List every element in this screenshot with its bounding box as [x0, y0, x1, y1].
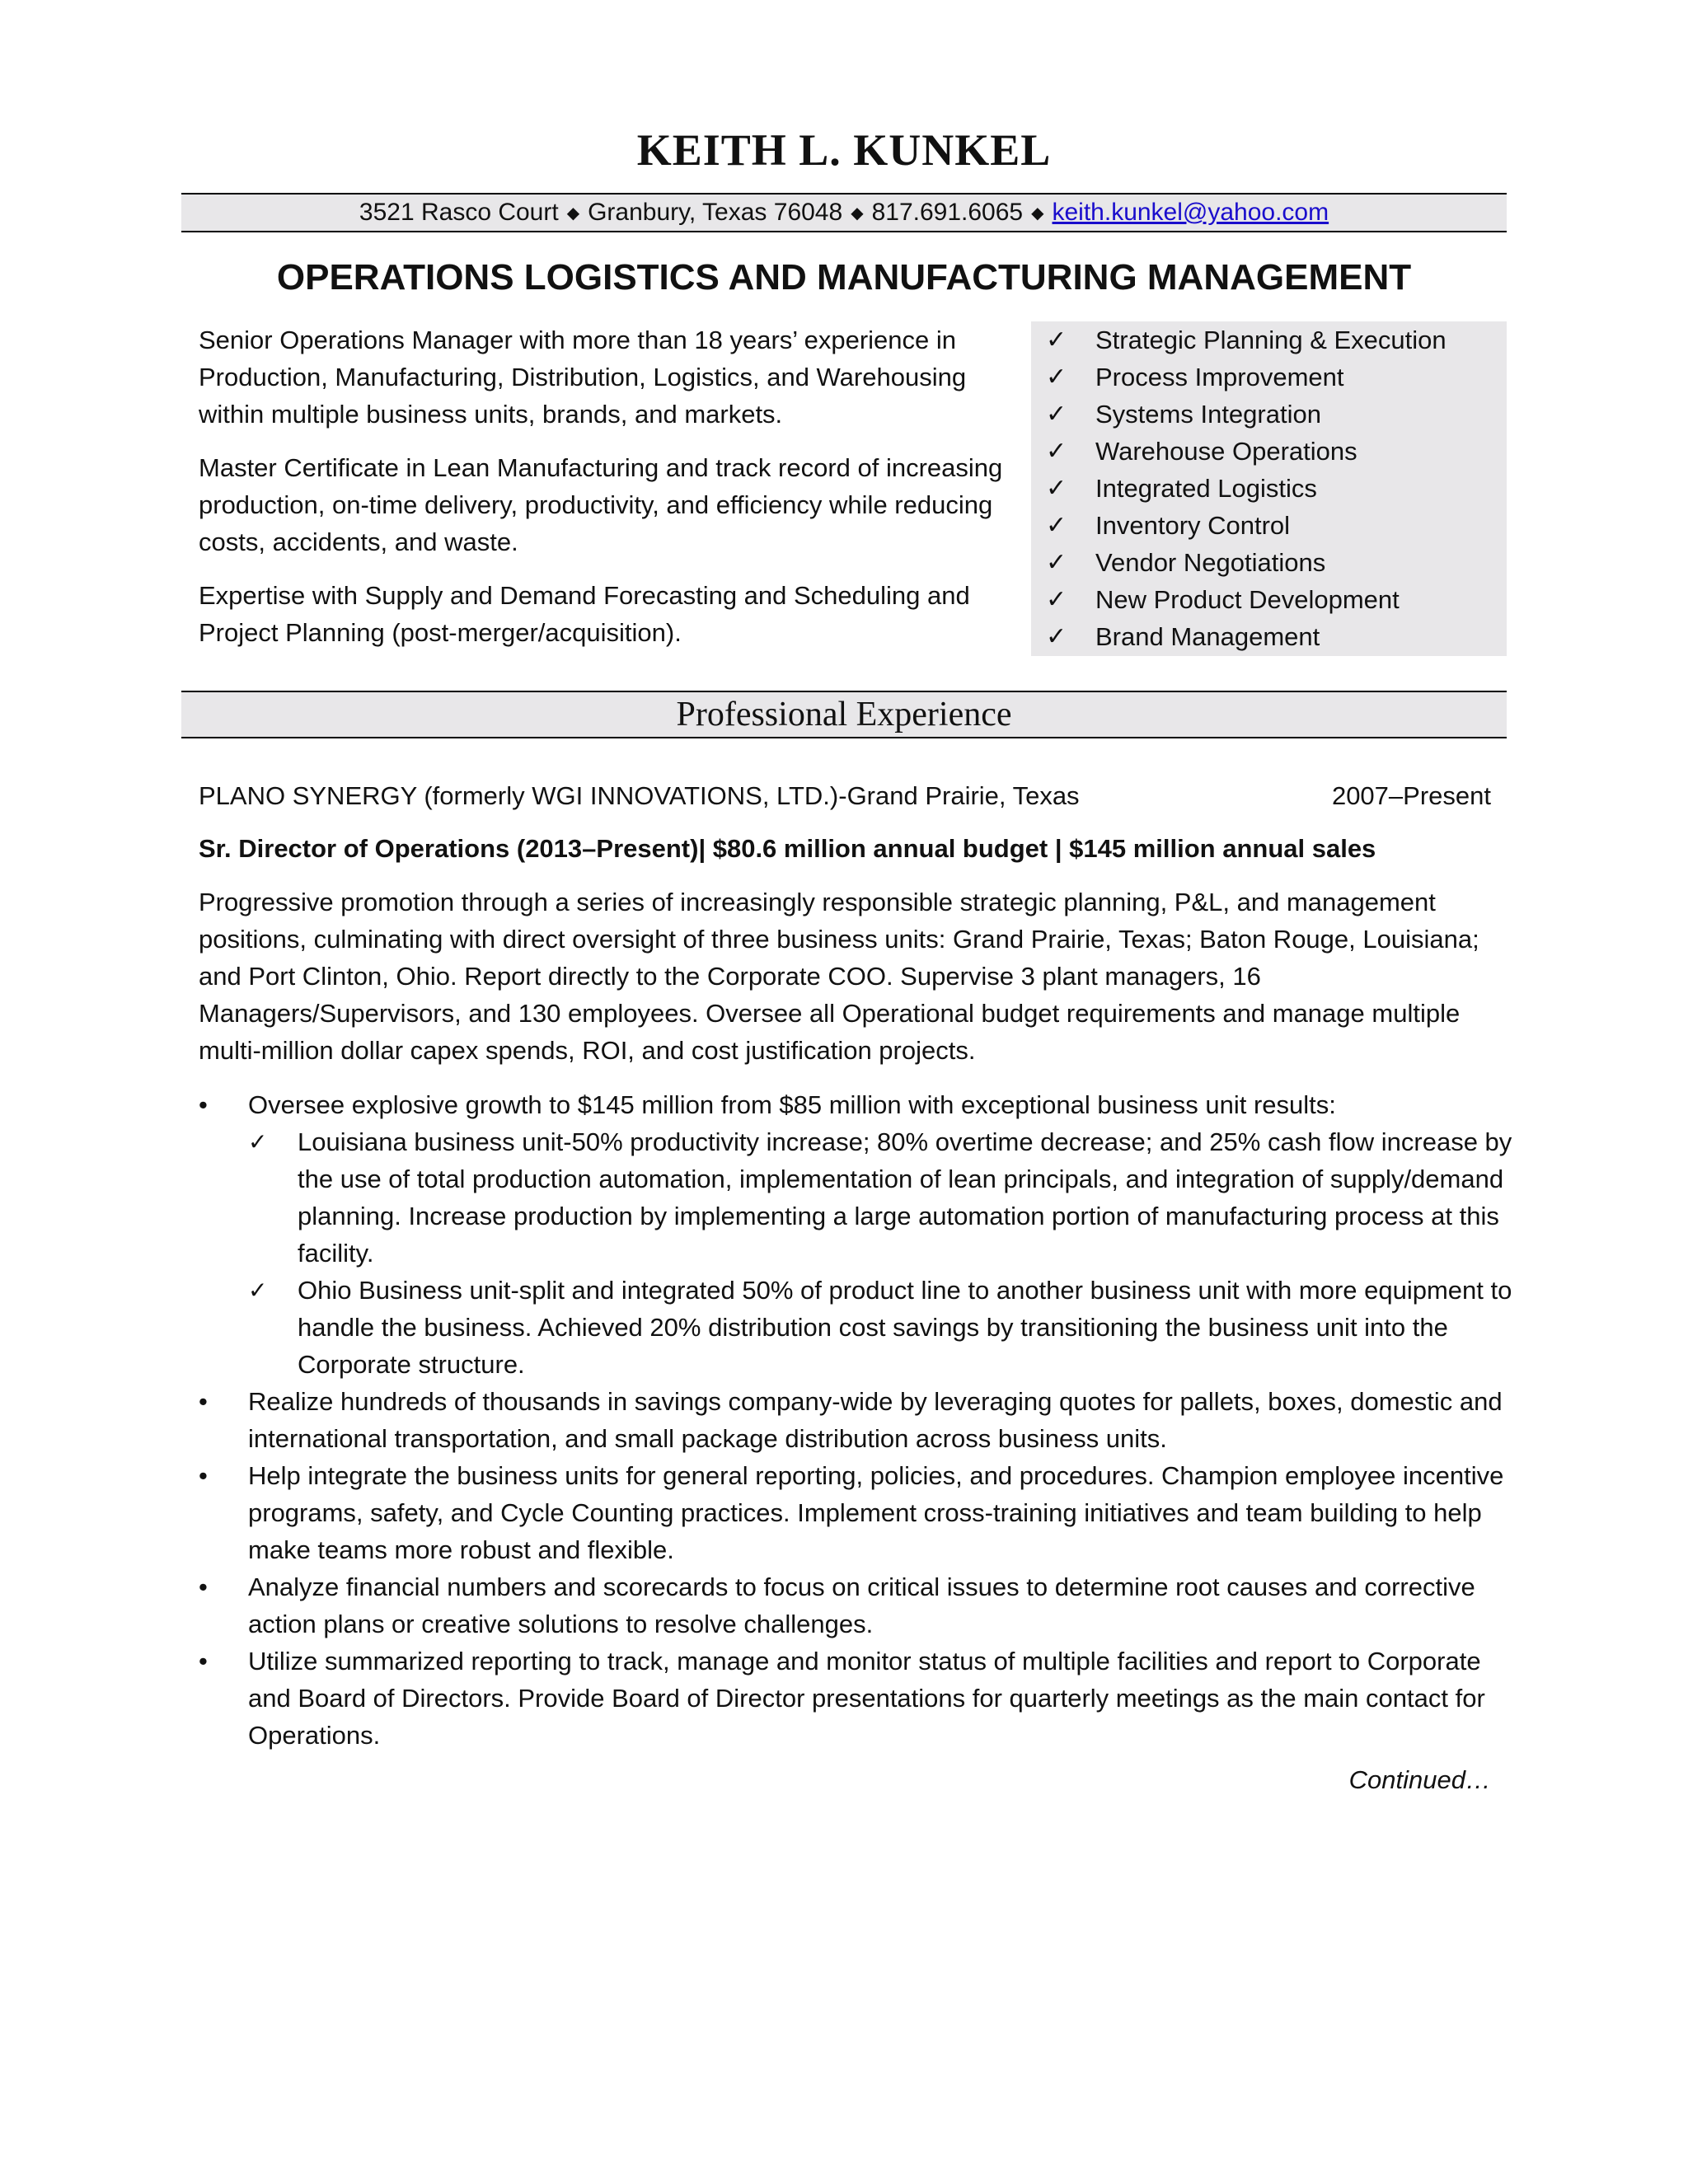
skill-item [1031, 396, 1507, 433]
summary-section [199, 321, 1019, 668]
checkmark-icon: ✓ [1046, 326, 1067, 354]
bullet-icon: • [199, 1387, 208, 1416]
skill-item [1031, 618, 1507, 655]
sub-achievement-item [248, 1272, 1517, 1383]
employer-line [199, 778, 1491, 814]
bullet-icon: • [199, 1090, 208, 1119]
checkmark-icon: ✓ [1046, 622, 1067, 651]
checkmark-icon: ✓ [1046, 585, 1067, 614]
continued-note: Continued… [1348, 1765, 1491, 1794]
skill-item [1031, 359, 1507, 396]
achievement-item [199, 1383, 1517, 1457]
skill-label: Integrated Logistics [1095, 474, 1317, 503]
skill-item [1031, 581, 1507, 618]
skill-label: Systems Integration [1095, 400, 1321, 429]
section-title-experience: Professional Experience [181, 691, 1507, 738]
contact-city: Granbury, Texas 76048 [588, 199, 843, 226]
skill-item [1031, 507, 1507, 544]
achievement-item [199, 1643, 1517, 1754]
checkmark-icon: ✓ [1046, 363, 1067, 391]
skill-item [1031, 544, 1507, 581]
contact-email-link[interactable]: keith.kunkel@yahoo.com [1052, 199, 1329, 226]
achievement-text: Utilize summarized reporting to track, manage and monitor status of multiple facilities and report to Corporate and Board of Directors. Provide Board of Director presentations for quarterly meetings as the main contact for Operations. [248, 1647, 1485, 1750]
achievement-text: Analyze financial numbers and scorecards to focus on critical issues to determine root causes and corrective action plans or creative solutions to resolve challenges. [248, 1572, 1475, 1638]
checkmark-icon: ✓ [248, 1277, 268, 1304]
role-overview: Progressive promotion through a series of increasingly responsible strategic planning, P&L, and management positions, culminating with direct oversight of three business units: Grand Prairie, Texas; Baton Rouge, Louisiana; and Port Clinton, Ohio. Report directly to the Corporate COO. Supervise 3 plant managers, 16 Managers/Supervisors, and 130 employees. Oversee all Operational budget requirements and manage multiple multi-million dollar capex spends, ROI, and cost justification projects. [199, 888, 1479, 1065]
contact-phone: 817.691.6065 [871, 199, 1024, 226]
bullet-icon: • [199, 1647, 208, 1675]
bullet-icon: • [199, 1572, 208, 1601]
skills-list [1031, 321, 1507, 656]
skill-label: Strategic Planning & Execution [1095, 326, 1447, 354]
diamond-separator-icon: ◆ [1031, 204, 1044, 223]
checkmark-icon: ✓ [1046, 400, 1067, 429]
achievement-list [199, 1086, 1517, 1754]
employment-dates: 2007–Present [1331, 781, 1491, 810]
achievement-item [199, 1457, 1517, 1568]
job-title: Sr. Director of Operations (2013–Present)| $80.6 million annual budget | $145 million annual sales [199, 834, 1376, 863]
sub-achievement-text: Louisiana business unit-50% productivity increase; 80% overtime decrease; and 25% cash flow increase by the use of total production automation, implementation of lean principals, and integration of supply/demand planning. Increase production by implementing a large automation portion of manufacturing process at this facility. [298, 1127, 1512, 1268]
summary-paragraph: Master Certificate in Lean Manufacturing and track record of increasing production, on-time delivery, productivity, and efficiency while reducing costs, accidents, and waste. [199, 453, 1003, 556]
skill-label: Warehouse Operations [1095, 437, 1357, 466]
skill-label: Vendor Negotiations [1095, 548, 1326, 577]
candidate-name: KEITH L. KUNKEL [636, 125, 1052, 175]
checkmark-icon: ✓ [1046, 474, 1067, 503]
skill-item [1031, 433, 1507, 470]
checkmark-icon: ✓ [1046, 548, 1067, 577]
summary-paragraph: Senior Operations Manager with more than 18 years’ experience in Production, Manufacturing, Distribution, Logistics, and Warehousing within multiple business units, brands, and markets. [199, 326, 967, 429]
achievement-text: Realize hundreds of thousands in savings company-wide by leveraging quotes for pallets, boxes, domestic and international transportation, and small package distribution across business units. [248, 1387, 1503, 1453]
skill-label: New Product Development [1095, 585, 1400, 614]
achievement-text: Oversee explosive growth to $145 million from $85 million with exceptional business unit results: [248, 1090, 1336, 1119]
achievement-item [199, 1568, 1517, 1643]
professional-headline: OPERATIONS LOGISTICS AND MANUFACTURING MANAGEMENT [276, 257, 1412, 298]
checkmark-icon: ✓ [248, 1128, 268, 1155]
checkmark-icon: ✓ [1046, 437, 1067, 466]
sub-achievement-item [248, 1123, 1517, 1272]
employer-name: PLANO SYNERGY (formerly WGI INNOVATIONS, LTD.)-Grand Prairie, Texas [199, 781, 1080, 810]
skill-item [1031, 470, 1507, 507]
contact-bar [181, 193, 1507, 232]
sub-achievement-list [248, 1123, 1517, 1383]
skill-item [1031, 321, 1507, 359]
summary-paragraph: Expertise with Supply and Demand Forecasting and Scheduling and Project Planning (post-merger/acquisition). [199, 581, 970, 647]
achievement-text: Help integrate the business units for general reporting, policies, and procedures. Champion employee incentive programs, safety, and Cycle Counting practices. Implement cross-training initiatives and team building to help make teams more robust and flexible. [248, 1461, 1504, 1564]
achievement-item [199, 1086, 1517, 1383]
bullet-icon: • [199, 1461, 208, 1490]
contact-address: 3521 Rasco Court [359, 199, 559, 226]
checkmark-icon: ✓ [1046, 511, 1067, 540]
skill-label: Process Improvement [1095, 363, 1344, 391]
skill-label: Inventory Control [1095, 511, 1291, 540]
diamond-separator-icon: ◆ [851, 204, 864, 223]
sub-achievement-text: Ohio Business unit-split and integrated 50% of product line to another business unit with more equipment to handle the business. Achieved 20% distribution cost savings by transitioning the business unit into the Corporate structure. [298, 1276, 1512, 1379]
diamond-separator-icon: ◆ [566, 204, 580, 223]
skill-label: Brand Management [1095, 622, 1320, 651]
